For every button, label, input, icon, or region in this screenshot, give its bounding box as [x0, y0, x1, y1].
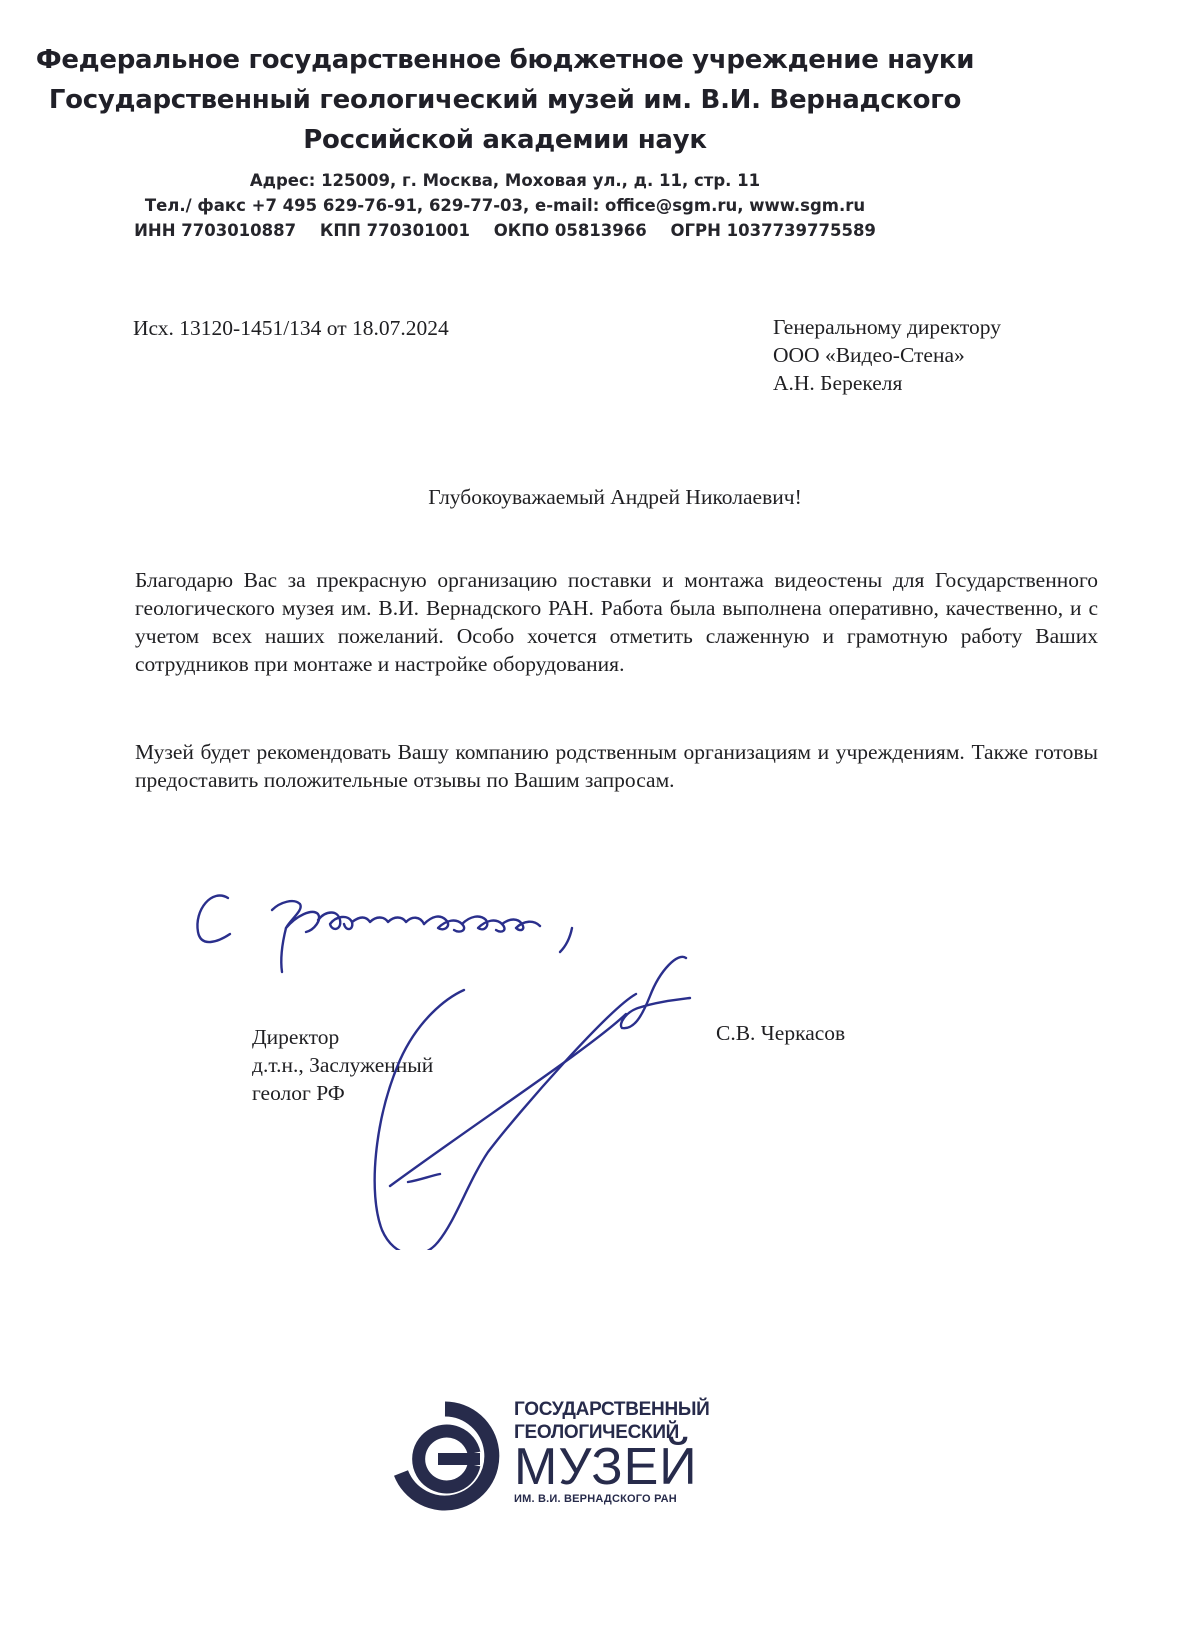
museum-logo-mark	[390, 1401, 500, 1511]
position-line2: д.т.н., Заслуженный	[252, 1053, 434, 1077]
recipient-line1: Генеральному директору	[773, 315, 1001, 339]
salutation: Глубокоуважаемый Андрей Николаевич!	[428, 485, 802, 509]
museum-logo-text	[514, 1398, 710, 1506]
registration-codes	[0, 218, 1010, 243]
logo-line4: ИМ. В.И. ВЕРНАДСКОГО РАН	[514, 1493, 677, 1505]
outgoing-reference: Исх. 13120-1451/134 от 18.07.2024	[133, 316, 449, 340]
signatory-name: С.В. Черкасов	[716, 1021, 846, 1045]
phone-email: Тел./ факс +7 495 629-76-91, 629-77-03, e-mail: office@sgm.ru, www.sgm.ru	[144, 196, 866, 215]
address: Адрес: 125009, г. Москва, Моховая ул., д. 11, стр. 11	[249, 171, 761, 190]
logo-line2: ГЕОЛОГИЧЕСКИЙ	[514, 1422, 680, 1443]
logo-line1: ГОСУДАРСТВЕННЫЙ	[514, 1399, 710, 1420]
recipient-block	[773, 313, 1001, 397]
okpo: ОКПО 05813966	[493, 221, 647, 240]
body-paragraph-2: Музей будет рекомендовать Вашу компанию родственным организациям и учреждениям. Также готовы предоставить положительные отзывы по Вашим запросам.	[135, 740, 1098, 792]
ogrn: ОГРН 1037739775589	[670, 221, 876, 240]
inn: ИНН 7703010887	[134, 221, 297, 240]
logo-line3: МУЗЕЙ	[514, 1438, 698, 1496]
org-name-line1: Федеральное государственное бюджетное учреждение науки	[35, 45, 975, 75]
letterhead	[0, 40, 1010, 243]
position-line3: геолог РФ	[252, 1081, 345, 1105]
position-line1: Директор	[252, 1025, 340, 1049]
org-name-line3: Российской академии наук	[303, 125, 707, 155]
contacts-block	[0, 168, 1010, 243]
body-paragraph-1: Благодарю Вас за прекрасную организацию поставки и монтажа видеостены для Государственного геологического музея им. В.И. Вернадского РАН. Работа была выполнена оперативно, качественно, и с учетом всех наших пожеланий. Особо хочется отметить слаженную и грамотную работу Ваших сотрудников при монтаже и настройке оборудования.	[135, 568, 1098, 676]
kpp: КПП 770301001	[319, 221, 471, 240]
org-name-line2: Государственный геологический музей им. В.И. Вернадского	[48, 85, 962, 115]
recipient-line2: ООО «Видео-Стена»	[773, 343, 965, 367]
director-signature	[360, 950, 720, 1250]
recipient-line3: А.Н. Берекеля	[773, 371, 903, 395]
museum-logo	[390, 1398, 710, 1528]
